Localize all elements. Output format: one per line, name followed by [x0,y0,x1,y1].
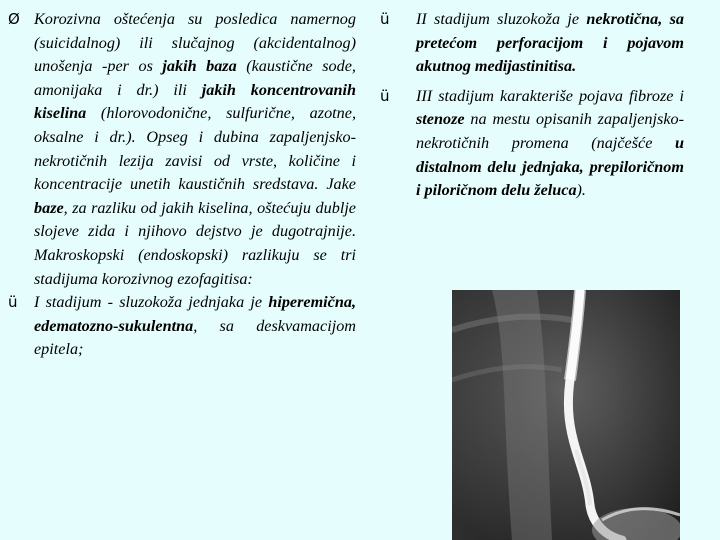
paragraph-stage-3: III stadijum karakteriše pojava fibroze i stenoze na mestu opisanih zapaljenjsko-nekrotičnih promena (najčešće u distalnom delu jednjaka, prepiloričnom i piloričnom delu želuca). [416,86,684,200]
paragraph-stage-1: I stadijum - sluzokoža jednjaka je hiperemična, edematozno-sukulentna, sa deskvamacijom epitela; [34,293,356,359]
xray-esophagus-icon [452,290,680,540]
left-column [8,8,356,362]
paragraph-stage-2: II stadijum sluzokoža je nekrotična, sa pretećom perforacijom i pojavom akutnog medijastinitisa. [416,10,684,76]
checkmark-bullet-icon: ü [380,86,390,105]
paragraph-corrosive-damage: Korozivna oštećenja su posledica namernog (suicidalnog) ili slučajnog (akcidentalnog) unošenja -per os jakih baza (kaustične sode, amonijaka i dr.) ili jakih koncentrovanih kiselina (hlorovodonične, sulfurične, azotne, oksalne i dr.). Opseg i dubina zapaljenjsko-nekrotičnih lezija zavisi od vrste, količine i koncentracije unetih kaustičnih sredstava. Jake baze, za razliku od jakih kiselina, oštećuju dublje slojeve zida i njihovo dejstvo je dugotrajnije. Makroskopski (endoskopski) razlikuju se tri stadijuma korozivnog ezofagitisa: [34,10,356,288]
right-column [380,8,684,203]
checkmark-bullet-icon: ü [380,10,390,28]
arrow-bullet-icon: Ø [8,10,20,28]
xray-image [452,290,680,540]
checkmark-bullet-icon: ü [8,293,18,312]
